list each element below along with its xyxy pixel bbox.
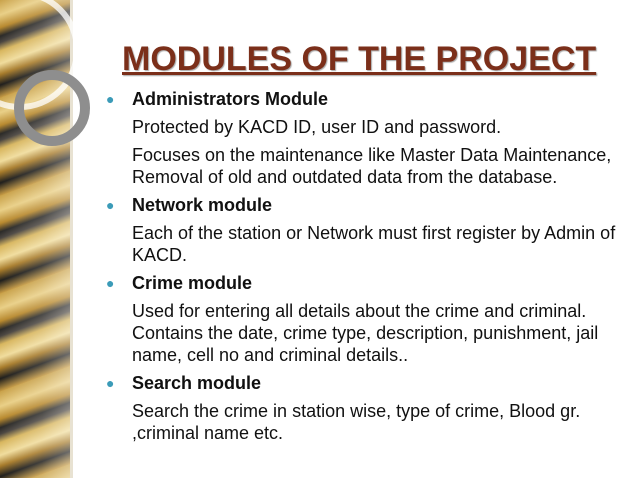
module-description: Search the crime in station wise, type of crime, Blood gr. ,criminal name etc. [132,401,581,443]
module-heading-administrators [106,88,626,110]
decorative-ring-gray [14,70,90,146]
module-heading-crime [106,272,626,294]
module-heading-text: Network module [132,195,273,215]
module-heading-search [106,372,626,394]
module-heading-text: Search module [132,373,262,393]
module-description: Protected by KACD ID, user ID and password. [132,117,502,137]
content-area [106,88,626,444]
module-heading-text: Administrators Module [132,89,329,109]
module-heading-network [106,194,626,216]
slide-title: MODULES OF THE PROJECT [122,40,597,78]
module-description: Focuses on the maintenance like Master Data Maintenance, Removal of old and outdated data from the database. [132,145,612,187]
bullet-icon: ● [106,91,115,107]
module-description: Used for entering all details about the crime and criminal. Contains the date, crime type, description, punishment, jail name, cell no and criminal details.. [132,301,599,365]
bullet-icon: ● [106,375,115,391]
bullet-icon: ● [106,197,115,213]
module-description: Each of the station or Network must first register by Admin of KACD. [132,223,616,265]
module-heading-text: Crime module [132,273,253,293]
bullet-icon: ● [106,275,115,291]
